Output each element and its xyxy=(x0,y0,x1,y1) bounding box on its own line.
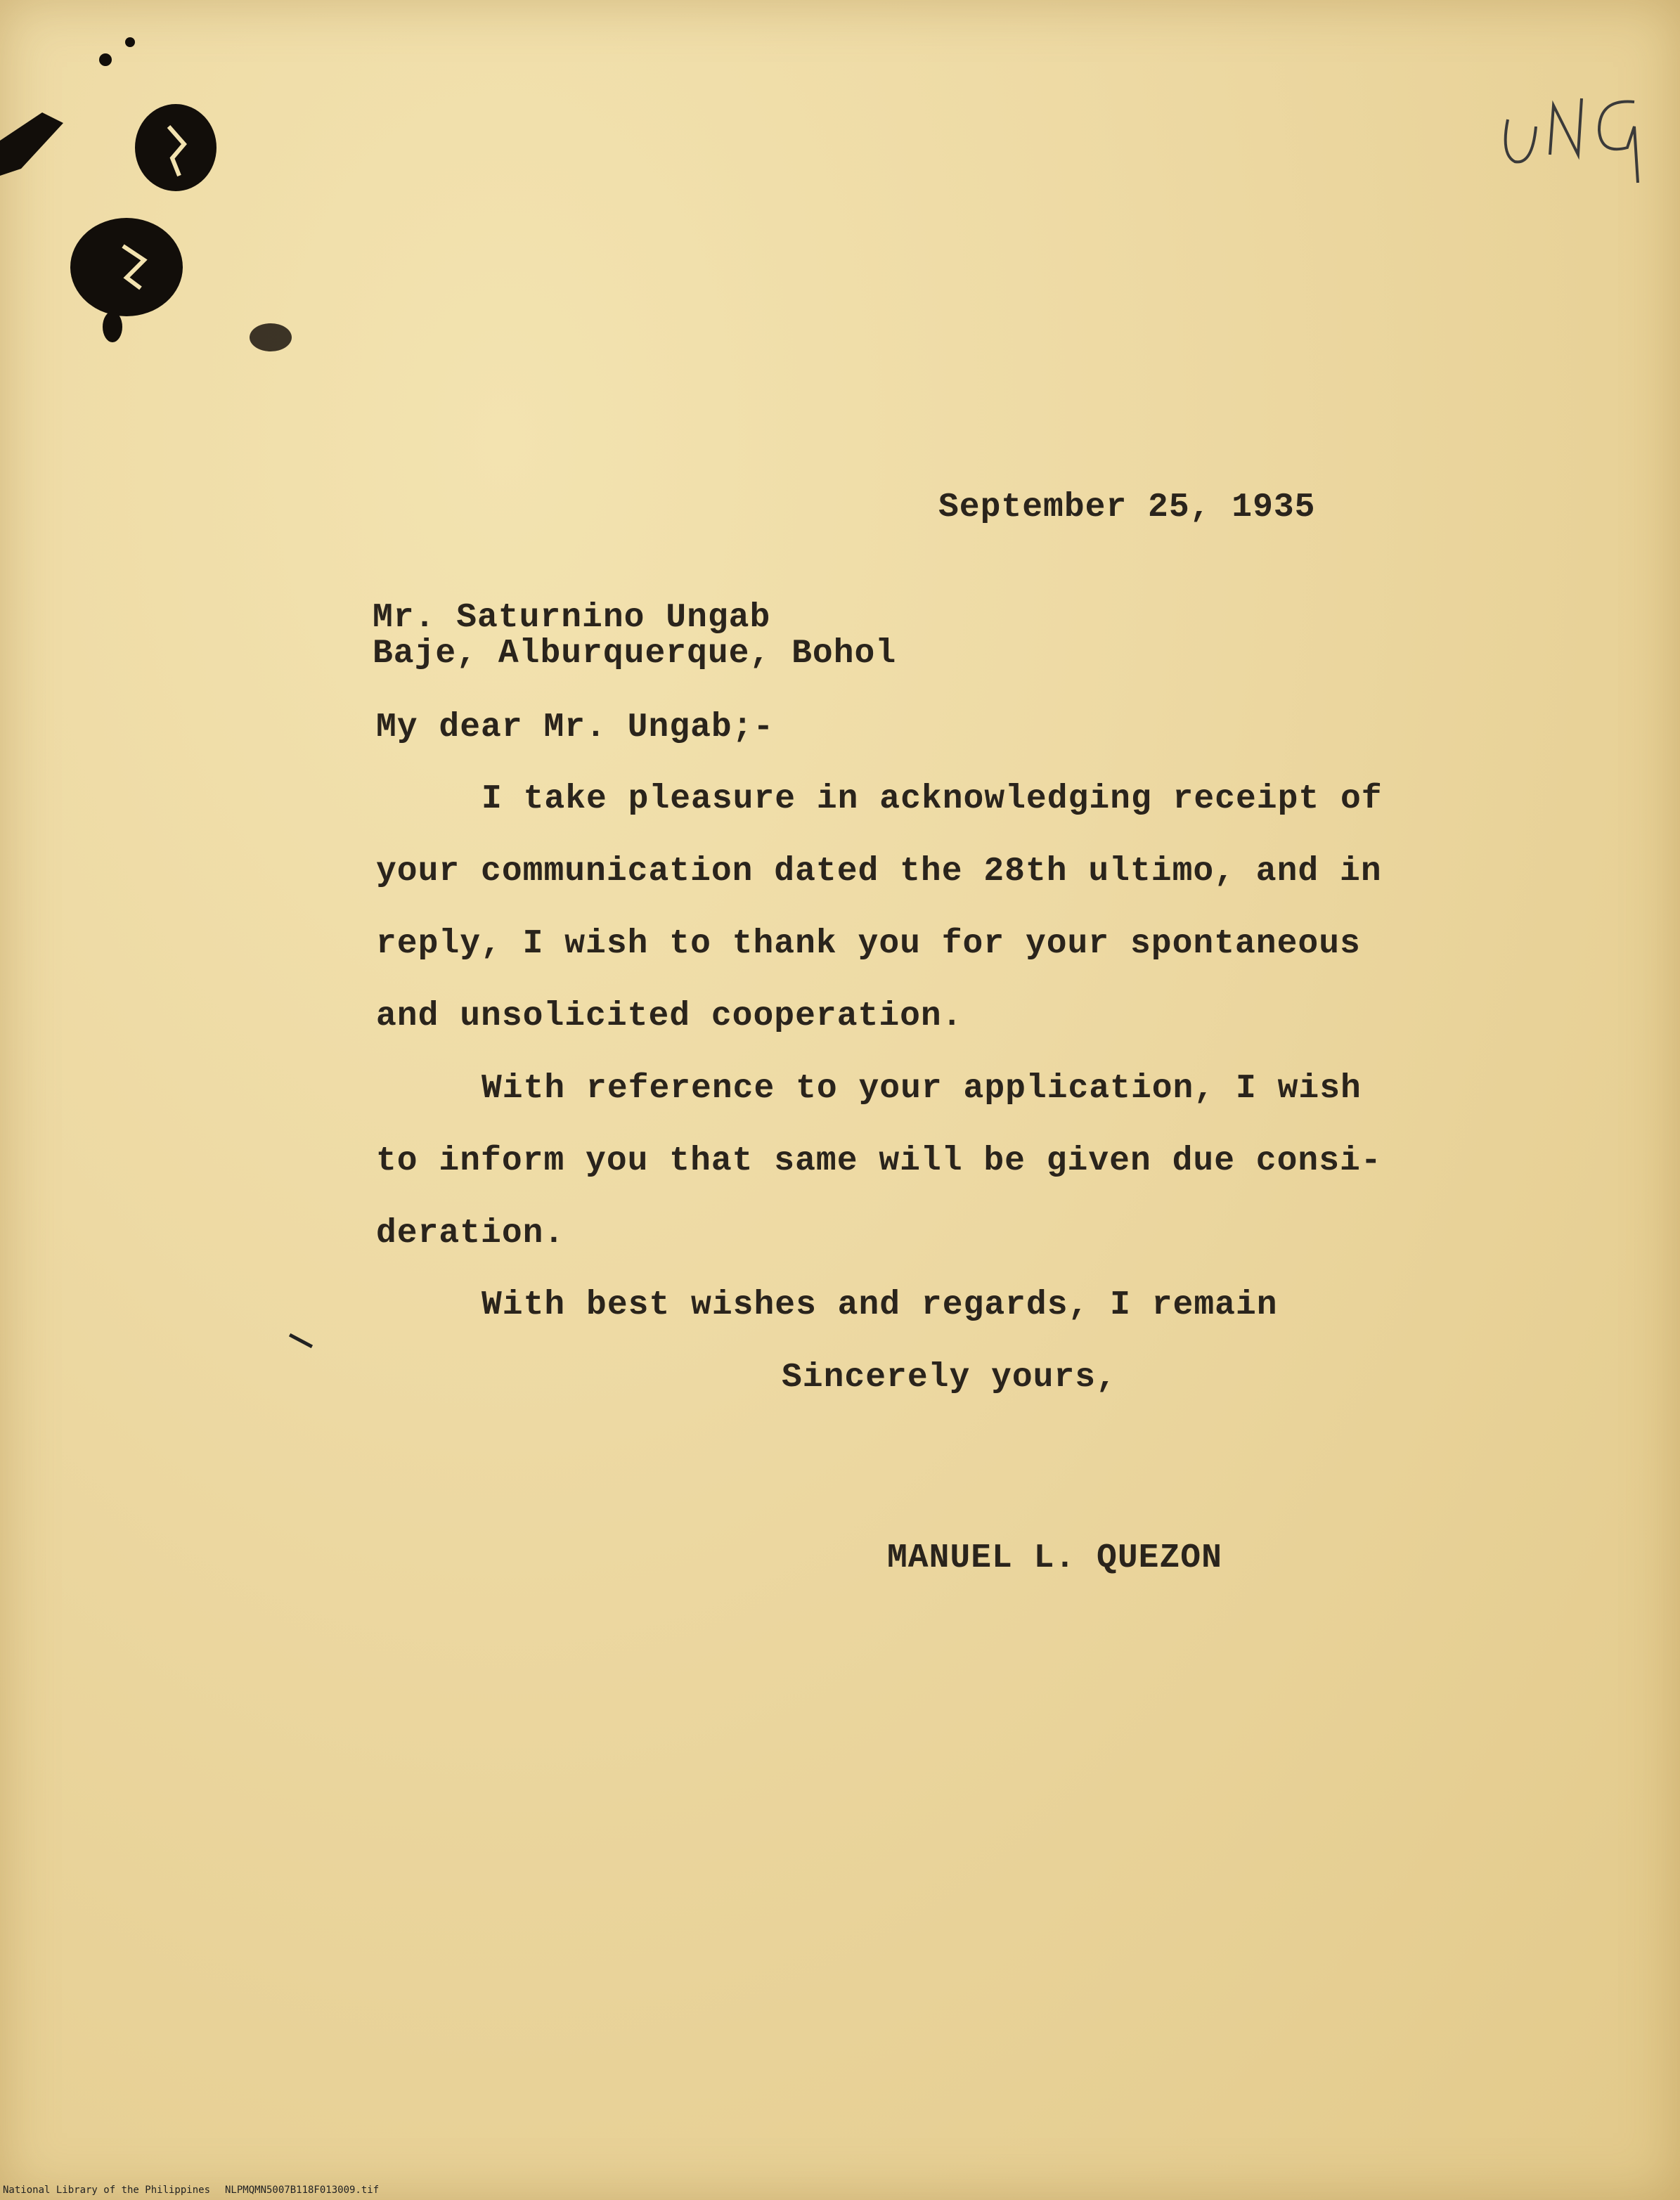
ink-stain-lower xyxy=(70,218,183,316)
complimentary-close: Sincerely yours, xyxy=(782,1359,1117,1397)
paragraph-2-line-2: to inform you that same will be given due consi- xyxy=(376,1142,1382,1180)
salutation: My dear Mr. Ungab;- xyxy=(376,708,775,746)
paragraph-2-line-1: With reference to your application, I wish xyxy=(482,1070,1362,1108)
ink-stains xyxy=(0,0,323,365)
ink-stain-upper xyxy=(135,104,217,191)
letter-date: September 25, 1935 xyxy=(938,488,1316,526)
ink-drip xyxy=(103,311,122,342)
paragraph-1-line-3: reply, I wish to thank you for your spontaneous xyxy=(376,925,1361,963)
signature-name: MANUEL L. QUEZON xyxy=(887,1539,1222,1577)
recipient-name: Mr. Saturnino Ungab xyxy=(373,599,771,637)
ink-stain-edge xyxy=(0,112,63,176)
recipient-address: Baje, Alburquerque, Bohol xyxy=(373,635,897,673)
paragraph-1-line-4: and unsolicited cooperation. xyxy=(376,997,963,1035)
ink-dot xyxy=(99,53,112,66)
paragraph-2-line-3: deration. xyxy=(376,1215,565,1253)
ink-dot xyxy=(125,37,135,47)
handwritten-mark-icon xyxy=(1494,77,1662,197)
footer-library: National Library of the Philippines xyxy=(3,2185,211,2196)
paragraph-1-line-1: I take pleasure in acknowledging receipt of xyxy=(482,780,1383,818)
paragraph-1-line-2: your communication dated the 28th ultimo, and in xyxy=(376,853,1382,891)
closing-line: With best wishes and regards, I remain xyxy=(482,1286,1278,1324)
stray-pencil-mark xyxy=(289,1333,313,1348)
footer-file-id: NLPMQMN5007B118F013009.tif xyxy=(225,2185,380,2196)
ink-smudge xyxy=(250,323,292,351)
